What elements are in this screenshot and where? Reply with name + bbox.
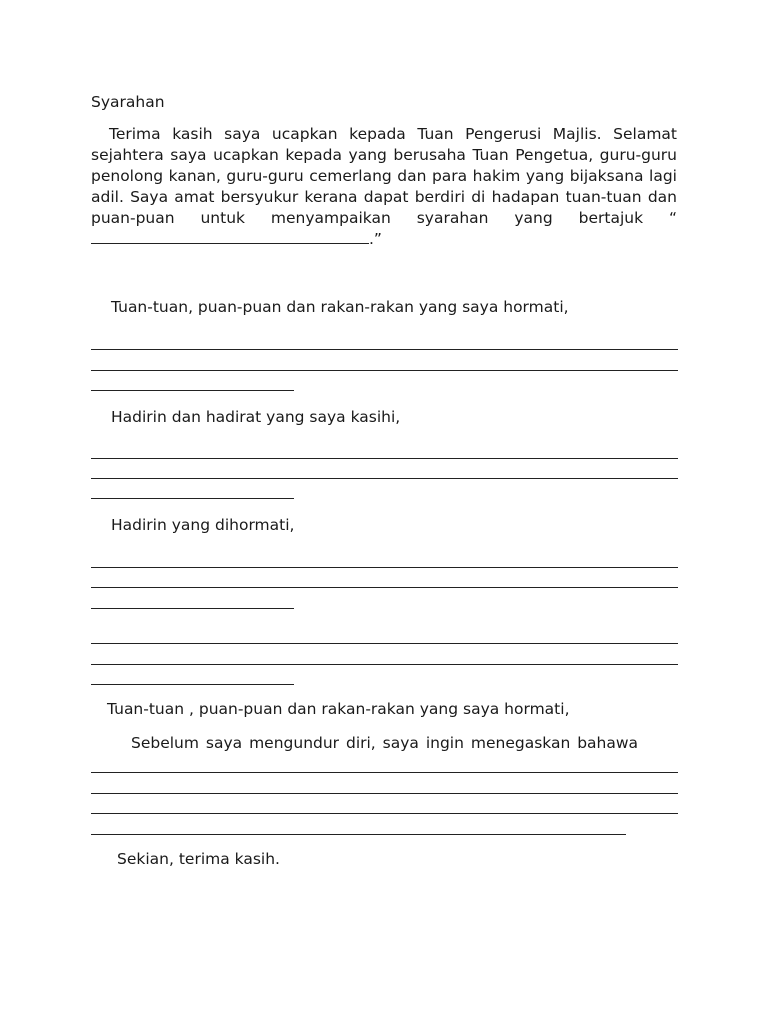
writing-line (91, 349, 678, 350)
writing-line (91, 772, 678, 773)
writing-line (91, 813, 678, 814)
writing-line (91, 498, 294, 499)
writing-line (91, 793, 678, 794)
intro-paragraph (91, 124, 677, 250)
writing-line (91, 643, 678, 644)
writing-line (91, 370, 678, 371)
title-blank-field[interactable] (91, 229, 369, 244)
writing-line (91, 834, 626, 835)
writing-line (91, 608, 294, 609)
closing-text: Sekian, terima kasih. (117, 850, 280, 868)
writing-line (91, 664, 678, 665)
intro-text-end: .” (369, 230, 382, 248)
conclusion-lead: Sebelum saya mengundur diri, saya ingin menegaskan bahawa (131, 734, 639, 752)
writing-line (91, 458, 678, 459)
writing-line (91, 684, 294, 685)
salutation-3: Hadirin yang dihormati, (111, 516, 295, 534)
salutation-2: Hadirin dan hadirat yang saya kasihi, (111, 408, 401, 426)
writing-line (91, 478, 678, 479)
document-title: Syarahan (91, 93, 165, 111)
writing-line (91, 390, 294, 391)
writing-line (91, 567, 678, 568)
salutation-1: Tuan-tuan, puan-puan dan rakan-rakan yang saya hormati, (111, 298, 569, 316)
intro-text: Terima kasih saya ucapkan kepada Tuan Pengerusi Majlis. Selamat sejahtera saya ucapkan kepada yang berusaha Tuan Pengetua, guru-guru penolong kanan, guru-guru cemerlang dan para hakim yang bijaksana lagi adil. Saya amat bersyukur kerana dapat berdiri di hadapan tuan-tuan dan puan-puan untuk menyampaikan syarahan yang bertajuk “ (91, 125, 677, 227)
salutation-4: Tuan-tuan , puan-puan dan rakan-rakan yang saya hormati, (107, 700, 570, 718)
writing-line (91, 587, 678, 588)
